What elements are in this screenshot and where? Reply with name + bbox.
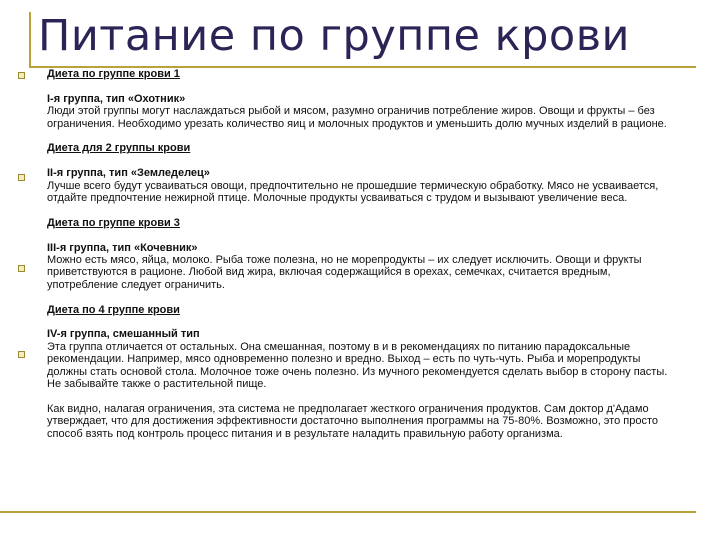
section-heading: Диета по группе крови 1 bbox=[47, 68, 180, 80]
bullet-marker-3 bbox=[18, 265, 25, 272]
section-text: Лучше всего будут усваиваться овощи, предпочтительно не прошедшие термическую обработку. Мясо не усваивается, отдайте предпочтение нежирной птице. Молочные продукты усваиваться с трудом и вызывают увеличение веса. bbox=[47, 179, 659, 205]
section-heading: Диета для 2 группы крови bbox=[47, 142, 191, 155]
section-heading: Диета по группе крови 3 bbox=[47, 216, 180, 229]
decorative-vertical-line bbox=[29, 12, 31, 67]
section-subheading: III-я группа, тип «Кочевник» bbox=[47, 241, 198, 254]
slide-content bbox=[47, 68, 683, 440]
bullet-marker-4 bbox=[18, 351, 25, 358]
diet-section-3 bbox=[47, 217, 683, 291]
diet-section-2 bbox=[47, 142, 683, 204]
footer-line bbox=[0, 511, 696, 513]
diet-section-1 bbox=[47, 68, 683, 130]
bullet-marker-2 bbox=[18, 174, 25, 181]
bullet-marker-1 bbox=[18, 72, 25, 79]
section-text: Можно есть мясо, яйца, молоко. Рыба тоже полезна, но не морепродукты – их следует исключить. Овощи и фрукты приветствуются в рационе. Любой вид жира, включая содержащийся в орехах, семечках, считается вредным, употребление следует ограничить. bbox=[47, 254, 642, 291]
conclusion-text: Как видно, налагая ограничения, эта система не предполагает жесткого ограничения продуктов. Сам доктор д'Адамо утверждает, что для достижения эффективности достаточно выполнения программы на 75-80%. Возможно, это просто способ взять под контроль процесс питания и в результате наладить правильную работу организма. bbox=[47, 402, 658, 440]
section-heading: Диета по 4 группе крови bbox=[47, 303, 180, 316]
section-subheading: IV-я группа, смешанный тип bbox=[47, 328, 200, 341]
section-subheading: I-я группа, тип «Охотник» bbox=[47, 92, 186, 105]
diet-section-4 bbox=[47, 304, 683, 440]
section-subheading: II-я группа, тип «Земледелец» bbox=[47, 167, 210, 180]
section-text: Люди этой группы могут наслаждаться рыбой и мясом, разумно ограничив потребление жиров. Овощи и фрукты – без ограничения. Необходимо урезать количество яиц и молочных продуктов и уменьшить долю мучных изделий в рационе. bbox=[47, 105, 667, 130]
slide-title: Питание по группе крови bbox=[38, 11, 630, 61]
section-text: Эта группа отличается от остальных. Она смешанная, поэтому в и в рекомендациях по питанию парадоксальные рекомендации. Например, мясо одновременно полезно и вредно. Выход – есть по чуть-чуть. Рыба и морепродукты должны стать основой стола. Молочное тоже очень полезно. Из мучного рекомендуется сделать выбор в сторону пасты. Не забывайте также о растительной пище. bbox=[47, 340, 668, 391]
